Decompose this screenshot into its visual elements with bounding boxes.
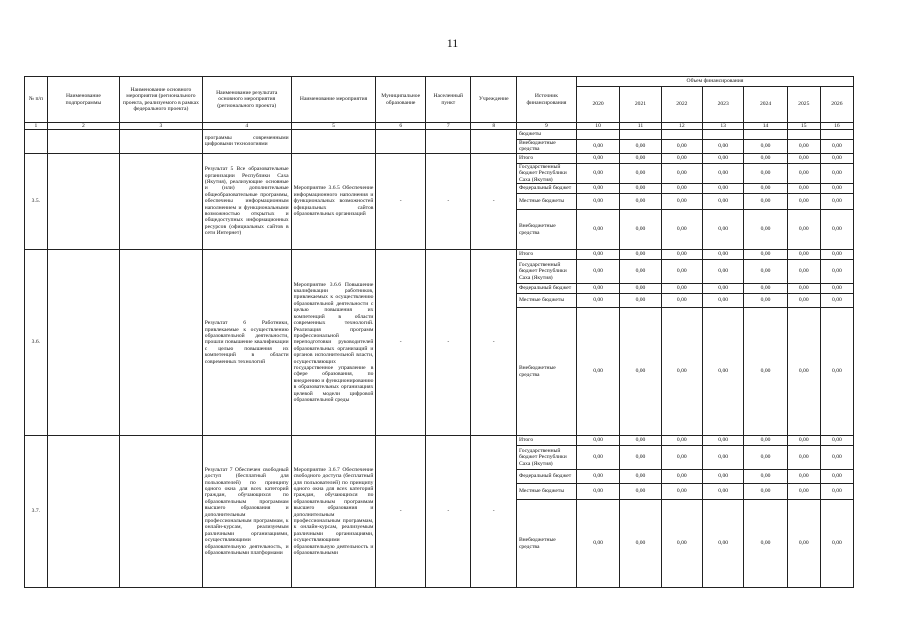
subprogram-cell xyxy=(47,153,119,249)
amount-cell: 0,00 xyxy=(661,470,702,484)
header-result: Наименование результата основного мероприятия (регионального проекта) xyxy=(202,77,291,123)
amount-cell: 0,00 xyxy=(620,260,661,284)
amount-cell: 0,00 xyxy=(661,484,702,500)
amount-cell: 0,00 xyxy=(661,294,702,308)
amount-cell: 0,00 xyxy=(820,210,853,250)
event-cell: Мероприятие 3.6.7 Обеспечение свободного доступа (бесплатный для пользователей) по принципу одного окна для всех категорий граждан, обучающихся по образовательным программам высшего образования и дополнительным профессиональным программам, к онлайн-курсам, реализуемым различными организациями, осуществляющими образовательную деятельность и образовательными xyxy=(291,436,376,588)
amount-cell: 0,00 xyxy=(620,294,661,308)
amount-cell: 0,00 xyxy=(702,308,743,436)
amount-cell: 0,00 xyxy=(820,140,853,154)
source-cell: Федеральный бюджет xyxy=(516,184,576,194)
header-subprogram: Наименование подпрограммы xyxy=(47,77,119,123)
amount-cell: 0,00 xyxy=(744,184,787,194)
amount-cell: 0,00 xyxy=(744,210,787,250)
amount-cell: 0,00 xyxy=(576,308,619,436)
row-number: 3.5. xyxy=(25,153,48,249)
amount-cell: 0,00 xyxy=(576,163,619,183)
amount-cell: 0,00 xyxy=(820,163,853,183)
amount-cell: 0,00 xyxy=(744,436,787,446)
institution-cell: - xyxy=(471,153,516,249)
main-event-cell xyxy=(120,153,203,249)
amount-cell: 0,00 xyxy=(702,250,743,260)
amount-cell: 0,00 xyxy=(661,163,702,183)
amount-cell: 0,00 xyxy=(820,260,853,284)
amount-cell: 0,00 xyxy=(576,284,619,294)
column-number: 11 xyxy=(620,123,661,130)
amount-cell: 0,00 xyxy=(576,260,619,284)
column-number: 8 xyxy=(471,123,516,130)
amount-cell: 0,00 xyxy=(744,194,787,210)
source-cell: Местные бюджеты xyxy=(516,194,576,210)
column-number: 5 xyxy=(291,123,376,130)
subprogram-cell xyxy=(47,436,119,588)
amount-cell: 0,00 xyxy=(787,284,820,294)
amount-cell: 0,00 xyxy=(744,484,787,500)
source-cell: Итого xyxy=(516,250,576,260)
year-header: 2024 xyxy=(744,87,787,123)
header-institution: Учреждение xyxy=(471,77,516,123)
amount-cell: 0,00 xyxy=(744,250,787,260)
amount-cell: 0,00 xyxy=(787,308,820,436)
column-number: 14 xyxy=(744,123,787,130)
amount-cell: 0,00 xyxy=(787,184,820,194)
source-cell: Государственный бюджет Республики Саха (Якутия) xyxy=(516,163,576,183)
amount-cell: 0,00 xyxy=(661,210,702,250)
amount-cell: 0,00 xyxy=(661,436,702,446)
amount-cell: 0,00 xyxy=(787,436,820,446)
institution-cell: - xyxy=(471,436,516,588)
amount-cell: 0,00 xyxy=(744,446,787,470)
header-sources: Источник финансирования xyxy=(516,77,576,123)
amount-cell: 0,00 xyxy=(661,184,702,194)
amount-cell: 0,00 xyxy=(576,153,619,163)
header-funding: Объем финансирования xyxy=(576,77,853,87)
source-cell: Внебюджетные средства xyxy=(516,140,576,154)
column-number: 3 xyxy=(120,123,203,130)
amount-cell: 0,00 xyxy=(744,153,787,163)
result-cell: Результат 7 Обеспечен свободный доступ (бесплатный для пользователей) по принципу одного окна для всех категорий граждан, обучающихся по образовательным программам высшего образования и дополнительным профессиональным программам, к онлайн-курсам, реализуемым различными организациями, осуществляющими образовательную деятельность, и образовательными платформами xyxy=(202,436,291,588)
amount-cell: 0,00 xyxy=(820,284,853,294)
amount-cell: 0,00 xyxy=(576,484,619,500)
column-number-row xyxy=(25,123,854,130)
year-header: 2023 xyxy=(702,87,743,123)
amount-cell: 0,00 xyxy=(820,470,853,484)
header-municipality: Муниципальное образование xyxy=(376,77,426,123)
source-cell: Местные бюджеты xyxy=(516,294,576,308)
amount-cell: 0,00 xyxy=(576,250,619,260)
amount-cell: 0,00 xyxy=(661,140,702,154)
year-header: 2022 xyxy=(661,87,702,123)
amount-cell: 0,00 xyxy=(820,446,853,470)
amount-cell: 0,00 xyxy=(702,294,743,308)
amount-cell: 0,00 xyxy=(620,436,661,446)
amount-cell: 0,00 xyxy=(744,140,787,154)
amount-cell: 0,00 xyxy=(702,210,743,250)
amount-cell: 0,00 xyxy=(702,260,743,284)
amount-cell: 0,00 xyxy=(787,194,820,210)
amount-cell: 0,00 xyxy=(620,470,661,484)
result-cell: Результат 6 Работники, привлекаемые к осуществлению образовательной деятельности, прошли повышение квалификации с целью повышения их компетенций в области современных технологий xyxy=(202,250,291,436)
amount-cell: 0,00 xyxy=(702,470,743,484)
column-number: 12 xyxy=(661,123,702,130)
amount-cell: 0,00 xyxy=(620,140,661,154)
amount-cell: 0,00 xyxy=(576,294,619,308)
amount-cell: 0,00 xyxy=(787,484,820,500)
amount-cell: 0,00 xyxy=(787,470,820,484)
amount-cell: 0,00 xyxy=(620,484,661,500)
source-cell: Итого xyxy=(516,436,576,446)
amount-cell: 0,00 xyxy=(620,194,661,210)
row-number: 3.7. xyxy=(25,436,48,588)
amount-cell: 0,00 xyxy=(661,194,702,210)
amount-cell: 0,00 xyxy=(702,153,743,163)
amount-cell: 0,00 xyxy=(744,260,787,284)
amount-cell: 0,00 xyxy=(787,210,820,250)
source-cell: Федеральный бюджет xyxy=(516,284,576,294)
amount-cell: 0,00 xyxy=(702,194,743,210)
source-cell: Федеральный бюджет xyxy=(516,470,576,484)
amount-cell: 0,00 xyxy=(820,500,853,588)
institution-cell: - xyxy=(471,250,516,436)
column-number: 7 xyxy=(426,123,471,130)
amount-cell: 0,00 xyxy=(661,250,702,260)
source-cell: Государственный бюджет Республики Саха (Якутия) xyxy=(516,260,576,284)
amount-cell: 0,00 xyxy=(787,153,820,163)
amount-cell: 0,00 xyxy=(620,184,661,194)
year-header: 2021 xyxy=(620,87,661,123)
settlement-cell: - xyxy=(426,250,471,436)
amount-cell: 0,00 xyxy=(820,153,853,163)
table-row xyxy=(25,436,854,446)
column-number: 1 xyxy=(25,123,48,130)
table-row xyxy=(25,153,854,163)
event-cell: Мероприятие 3.6.6 Повышение квалификации работников, привлекаемых к осуществлению образовательной деятельности с целью повышения их компетенций в области современных технологий. Реализация программ профессиональной переподготовки руководителей образовательных организаций и органов исполнительной власти, осуществляющих государственное управление в сфере образования, по внедрению и функционированию в образовательных организациях целевой модели цифровой образовательной среды xyxy=(291,250,376,436)
result-cell: программы современными цифровыми технологиями xyxy=(202,130,291,154)
amount-cell: 0,00 xyxy=(744,163,787,183)
amount-cell: 0,00 xyxy=(820,308,853,436)
amount-cell: 0,00 xyxy=(702,284,743,294)
main-event-cell xyxy=(120,250,203,436)
amount-cell: 0,00 xyxy=(820,436,853,446)
column-number: 13 xyxy=(702,123,743,130)
amount-cell: 0,00 xyxy=(620,308,661,436)
amount-cell: 0,00 xyxy=(576,194,619,210)
amount-cell: 0,00 xyxy=(744,308,787,436)
amount-cell: 0,00 xyxy=(744,470,787,484)
amount-cell: 0,00 xyxy=(661,153,702,163)
amount-cell: 0,00 xyxy=(744,294,787,308)
source-cell: Внебюджетные средства xyxy=(516,308,576,436)
continuation-row xyxy=(25,130,854,140)
amount-cell: 0,00 xyxy=(820,194,853,210)
settlement-cell: - xyxy=(426,153,471,249)
amount-cell: 0,00 xyxy=(702,436,743,446)
amount-cell: 0,00 xyxy=(702,184,743,194)
header-event: Наименование мероприятия xyxy=(291,77,376,123)
amount-cell: 0,00 xyxy=(661,500,702,588)
amount-cell: 0,00 xyxy=(787,500,820,588)
header-num: № п/п xyxy=(25,77,48,123)
amount-cell: 0,00 xyxy=(702,500,743,588)
column-number: 9 xyxy=(516,123,576,130)
amount-cell: 0,00 xyxy=(620,210,661,250)
amount-cell: 0,00 xyxy=(620,446,661,470)
amount-cell: 0,00 xyxy=(787,446,820,470)
event-cell: Мероприятие 3.6.5 Обеспечение информационного наполнения и функциональных возможностей официальных сайтов образовательных организаций xyxy=(291,153,376,249)
amount-cell: 0,00 xyxy=(787,140,820,154)
header-main-event: Наименование основного мероприятия (регионального проекта, реализуемого в рамках федерального проекта) xyxy=(120,77,203,123)
municipality-cell: - xyxy=(376,153,426,249)
amount-cell: 0,00 xyxy=(787,260,820,284)
year-header: 2026 xyxy=(820,87,853,123)
column-number: 2 xyxy=(47,123,119,130)
amount-cell: 0,00 xyxy=(620,284,661,294)
year-header: 2025 xyxy=(787,87,820,123)
amount-cell: 0,00 xyxy=(820,484,853,500)
amount-cell: 0,00 xyxy=(702,446,743,470)
table-row xyxy=(25,250,854,260)
amount-cell: 0,00 xyxy=(620,153,661,163)
amount-cell: 0,00 xyxy=(820,294,853,308)
municipality-cell: - xyxy=(376,250,426,436)
result-cell: Результат 5 Все образовательные организации Республики Саха (Якутия), реализующие основные и (или) дополнительные общеобразовательные программы, обеспечены информационным наполнением и функциональными возможностью открытых и общедоступных информационных ресурсов (официальных сайтов в сети Интернет) xyxy=(202,153,291,249)
amount-cell: 0,00 xyxy=(661,446,702,470)
amount-cell: 0,00 xyxy=(620,500,661,588)
subprogram-cell xyxy=(47,250,119,436)
amount-cell: 0,00 xyxy=(787,294,820,308)
amount-cell: 0,00 xyxy=(661,260,702,284)
amount-cell: 0,00 xyxy=(787,163,820,183)
amount-cell: 0,00 xyxy=(576,436,619,446)
source-cell: Местные бюджеты xyxy=(516,484,576,500)
column-number: 16 xyxy=(820,123,853,130)
amount-cell: 0,00 xyxy=(702,140,743,154)
page-number: 11 xyxy=(446,36,459,50)
amount-cell: 0,00 xyxy=(661,308,702,436)
amount-cell: 0,00 xyxy=(820,184,853,194)
source-cell: бюджеты xyxy=(516,130,576,140)
year-header: 2020 xyxy=(576,87,619,123)
column-number: 15 xyxy=(787,123,820,130)
settlement-cell: - xyxy=(426,436,471,588)
amount-cell: 0,00 xyxy=(787,250,820,260)
row-number: 3.6. xyxy=(25,250,48,436)
source-cell: Итого xyxy=(516,153,576,163)
amount-cell: 0,00 xyxy=(576,184,619,194)
amount-cell: 0,00 xyxy=(576,140,619,154)
column-number: 4 xyxy=(202,123,291,130)
amount-cell: 0,00 xyxy=(661,284,702,294)
municipality-cell: - xyxy=(376,436,426,588)
source-cell: Государственный бюджет Республики Саха (Якутия) xyxy=(516,446,576,470)
header-settlement: Населенный пункт xyxy=(426,77,471,123)
amount-cell: 0,00 xyxy=(702,484,743,500)
amount-cell: 0,00 xyxy=(744,500,787,588)
amount-cell: 0,00 xyxy=(576,470,619,484)
financing-table xyxy=(24,76,854,588)
amount-cell: 0,00 xyxy=(744,284,787,294)
amount-cell: 0,00 xyxy=(576,446,619,470)
amount-cell: 0,00 xyxy=(620,163,661,183)
main-event-cell xyxy=(120,436,203,588)
column-number: 10 xyxy=(576,123,619,130)
source-cell: Внебюджетные средства xyxy=(516,500,576,588)
source-cell: Внебюджетные средства xyxy=(516,210,576,250)
column-number: 6 xyxy=(376,123,426,130)
amount-cell: 0,00 xyxy=(576,500,619,588)
amount-cell: 0,00 xyxy=(576,210,619,250)
amount-cell: 0,00 xyxy=(702,163,743,183)
amount-cell: 0,00 xyxy=(820,250,853,260)
amount-cell: 0,00 xyxy=(620,250,661,260)
